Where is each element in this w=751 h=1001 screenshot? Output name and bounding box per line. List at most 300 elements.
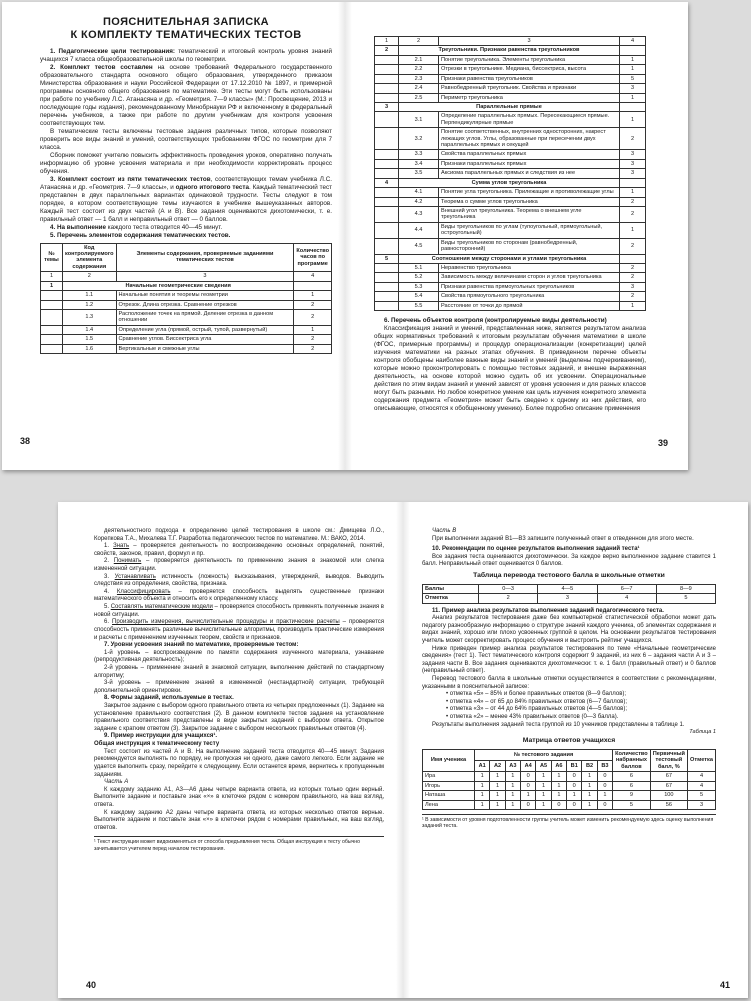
table-row (375, 273, 646, 282)
table-cell: Виды треугольников по углам (тупоугольный, прямоугольный, остроугольный) (439, 222, 620, 238)
table-row (375, 74, 646, 83)
table-cell: 1 (505, 791, 520, 800)
table-cell: 1 (620, 222, 646, 238)
footnote: ¹ В зависимости от уровня подготовленности группы учитель может изменить рекомендуемую здесь оценку выполнения заданий теста. (422, 814, 716, 829)
table-cell: 100 (650, 791, 687, 800)
table-cell: 2 (620, 128, 646, 150)
table-cell: Понятие соответственных, внутренних односторонних, накрест лежащих углов. Углы, образованные при пересечении двух параллельных прямых и секущей (439, 128, 620, 150)
paragraph-goals (40, 48, 332, 64)
item-number: 2. (104, 558, 114, 565)
table-header: А4 (521, 761, 536, 772)
table-cell: Отрезки в треугольнике. Медиана, биссектриса, высота (439, 65, 620, 74)
table-cell: 1 (490, 800, 505, 809)
table-cell: 1 (620, 55, 646, 64)
table-cell: 4 (294, 272, 332, 281)
table-cell: 1 (582, 781, 597, 790)
list-item: • отметка «2» – менее 43% правильных ответов (0—3 балла). (446, 714, 716, 722)
table-header: Элементы содержания, проверяемые заданиями тематических тестов (116, 243, 294, 272)
item-text: – проверяется способность применять полученные знания в новой ситуации. (94, 604, 384, 618)
item-text: – проверяется способность выделять существенные признаки математического объекта и относить его к определенному классу. (94, 588, 385, 603)
paragraph: Тест состоит из частей А и В. На выполнение заданий теста отводится 40—45 минут. Задания рекомендуется выполнять по порядку, не пропуская ни одного, даже самого легкого. Если задание не удается выполнить сразу, перейдите к следующему. Если останется время, вернитесь к пропущенным заданиям. (94, 748, 384, 778)
table-cell: 1 (294, 325, 332, 334)
table-cell: Признаки равенства прямоугольных треугольников (439, 282, 620, 291)
table-row (375, 84, 646, 93)
table-cell: 3.5 (399, 169, 439, 178)
table-row (41, 335, 332, 344)
table-header: Отметка (688, 749, 716, 771)
paragraph: К каждому заданию А2 даны четыре варианта ответа, из которых несколько ответов верные. Выполните задание и поставьте знак «×» в клеточки рядом с номерами правильных, на ваш взгляд, ответов. (94, 809, 384, 831)
table-row (375, 238, 646, 254)
table-cell: 3 (375, 102, 399, 111)
table-cell: 0 (597, 781, 612, 790)
table-cell: 5 (613, 800, 651, 809)
table-cell: Параллельные прямые (399, 102, 620, 111)
table-cell: 1 (475, 791, 490, 800)
table-cell (375, 150, 399, 159)
list-item (94, 619, 384, 642)
table-row (375, 55, 646, 64)
table-cell: 2 (620, 238, 646, 254)
part-label: Часть В (432, 528, 457, 534)
table-cell: 0 (567, 781, 582, 790)
table-cell: Зависимость между величинами сторон и углов треугольника (439, 273, 620, 282)
table-cell: Ира (423, 772, 475, 781)
table-header: А6 (551, 761, 566, 772)
table-row (375, 159, 646, 168)
level-item: 2-й уровень – применение знаний в знакомой ситуации, выполнение действий по стандартному алгоритму; (94, 664, 384, 679)
page-number: 40 (86, 980, 97, 990)
table-cell: 1.2 (63, 300, 117, 309)
table-cell: 1.4 (63, 325, 117, 334)
table-cell: 1 (475, 772, 490, 781)
table-cell: 5 (375, 254, 399, 263)
answers-matrix-table (422, 749, 716, 810)
bottom-spread (58, 502, 748, 998)
table-cell (375, 301, 399, 310)
table-cell: Свойства прямоугольного треугольника (439, 292, 620, 301)
table-section-row (41, 281, 332, 290)
item-number: 1. (104, 543, 114, 550)
table-cell: 2 (375, 46, 399, 55)
table-row (375, 292, 646, 301)
table-cell: 0 (597, 800, 612, 809)
table-row (375, 65, 646, 74)
table-row (423, 791, 716, 800)
table-cell: 6 (613, 781, 651, 790)
table-cell: 4.5 (399, 238, 439, 254)
table-cell (375, 74, 399, 83)
table-cell (41, 344, 63, 353)
table-cell: 1.1 (63, 291, 117, 300)
table-cell: 3.2 (399, 128, 439, 150)
table-cell: 6 (613, 772, 651, 781)
table-cell: 4 (688, 781, 716, 790)
page-number: 38 (20, 436, 31, 446)
paragraph-text: . Каждый тематический тест представлен в двух параллельных вариантах одинаковой трудности. Тесты следуют в том порядке, в котором соответствующие темы изучаются в учебнике вышеуказанных авторов. Каждый тест состоит из двух частей (А и В). Все задания оцениваются дихотомически, т. е. правильный ответ — 1 балл и неправильный ответ — 0 баллов. (40, 183, 332, 223)
table-cell: 2 (294, 309, 332, 325)
table-cell: 4.3 (399, 207, 439, 223)
table-cell: Сравнение углов. Биссектриса угла (116, 335, 294, 344)
part-label: Часть А (104, 779, 129, 786)
paragraph-text: , соответствующих темам учебника Л.С. Атанасяна и др. «Геометрия. 7—9 классы», и (40, 175, 332, 191)
table-cell: 2 (399, 37, 439, 46)
table-cell: 3 (439, 37, 620, 46)
table-cell: 3 (538, 594, 597, 603)
table-header: Код контролируемого элемента содержания (63, 243, 117, 272)
table-cell (41, 309, 63, 325)
table-cell: 0 (521, 781, 536, 790)
table-cell: 3 (116, 272, 294, 281)
table-cell: Неравенство треугольника (439, 263, 620, 272)
page-39 (374, 36, 668, 448)
section-heading: 6. Перечень объектов контроля (контролируемые виды деятельности) (384, 317, 607, 325)
page-title: ПОЯСНИТЕЛЬНАЯ ЗАПИСКА К КОМПЛЕКТУ ТЕМАТИЧЕСКИХ ТЕСТОВ (70, 16, 302, 41)
section-heading: 8. Формы заданий, используемые в тестах. (104, 695, 234, 702)
table-cell: Виды треугольников по сторонам (равнобедренный, равносторонний) (439, 238, 620, 254)
table-cell: 4.4 (399, 222, 439, 238)
paragraph-composition (40, 64, 332, 128)
table-cell: 1 (490, 781, 505, 790)
conversion-table-title: Таблица перевода тестового балла в школьные отметки (473, 572, 665, 580)
list-item: • отметка «3» – от 44 до 64% правильных ответов (4—5 баллов); (446, 706, 716, 714)
matrix-title: Матрица ответов учащихся (522, 737, 616, 745)
item-number: 5. (104, 604, 111, 611)
item-keyword: Устанавливать (114, 573, 156, 580)
paragraph: Ниже приведен пример анализа результатов тестирования по теме «Начальные геометрические сведения» (тест 1). Тест тематического контроля содержит 9 заданий, из них 6 – задания части А и 3 – задания части В. Все задания оцениваются дихотомически: т. е. 1 балл (правильный ответ) и 0 баллов (неправильный ответ). (422, 645, 716, 675)
table-cell: 1 (536, 800, 551, 809)
item-number: 3. (104, 573, 115, 580)
table-cell: 2 (620, 207, 646, 223)
book-gutter (396, 502, 410, 998)
book-gutter (338, 2, 352, 470)
paragraph-text: на основе требований Федерального государственного образовательного стандарта основного общего образования, утвержденного приказом Министерства образования и науки Российской Федерации от 17.12.2010 № 1897, и примерной программы основного общего образования по математике. Эти тесты могут быть использованы при работе по учебнику Л.С. Атанасяна и др. «Геометрия. 7—9 классы» (М.: Просвещение, 2013 и последующие годы издания), рекомендованному Минобрнауки РФ и включенному в федеральный перечень учебников, а также при работе по другим учебникам для контроля усвоения соответствующих тем. (40, 63, 332, 127)
paragraph-time (40, 224, 332, 232)
table-cell (375, 222, 399, 238)
table-row (375, 128, 646, 150)
table-cell (375, 93, 399, 102)
table-row (375, 207, 646, 223)
conversion-table (422, 584, 716, 604)
table-cell: 4—5 (538, 584, 597, 593)
table-cell: 6—7 (597, 584, 656, 593)
table-header: В2 (582, 761, 597, 772)
table-row (375, 222, 646, 238)
table-cell: Соотношения между сторонами и углами треугольника (399, 254, 620, 263)
table-cell: Определение угла (прямой, острый, тупой, развернутый) (116, 325, 294, 334)
table-cell: 1 (536, 791, 551, 800)
table-cell: 1 (620, 65, 646, 74)
table-header: № тестового задания (475, 749, 613, 760)
table-cell: 1 (505, 800, 520, 809)
table-cell: 2.5 (399, 93, 439, 102)
table-cell (375, 55, 399, 64)
table-cell: 1.3 (63, 309, 117, 325)
paragraph: К каждому заданию А1, А3—А6 даны четыре варианта ответа, из которых только один верный. Выполните задание и поставьте знак «×» в клеточке рядом с номером правильного, на ваш взгляд, ответа. (94, 786, 384, 808)
page-40 (86, 528, 385, 990)
table-label: Таблица 1 (689, 729, 716, 736)
table-cell: 4 (620, 37, 646, 46)
table-cell: 5.3 (399, 282, 439, 291)
content-elements-table-continued (374, 36, 646, 311)
table-cell: 1 (582, 772, 597, 781)
table-row (41, 291, 332, 300)
table-cell: 1 (490, 772, 505, 781)
page-number: 41 (719, 980, 730, 990)
table-cell: 2.3 (399, 74, 439, 83)
list-item (94, 604, 384, 619)
instruction-title: Общая инструкция к тематическому тесту (94, 741, 220, 748)
table-cell: 5 (688, 791, 716, 800)
table-cell: 0 (597, 772, 612, 781)
table-cell: 1 (41, 281, 63, 290)
table-cell: Лена (423, 800, 475, 809)
table-cell (375, 238, 399, 254)
table-cell: Отрезок. Длина отрезка. Сравнение отрезков (116, 300, 294, 309)
table-cell: 9 (613, 791, 651, 800)
table-cell: 2.2 (399, 65, 439, 74)
table-cell: Баллы (423, 584, 479, 593)
table-header: А1 (475, 761, 490, 772)
table-cell: Сумма углов треугольника (399, 178, 620, 187)
table-cell: Равнобедренный треугольник. Свойства и признаки (439, 84, 620, 93)
item-number: 6. (104, 619, 113, 626)
table-cell: 1 (536, 781, 551, 790)
table-cell: 2.1 (399, 55, 439, 64)
table-cell (41, 291, 63, 300)
table-header: Количество набранных баллов (613, 749, 651, 771)
table-cell: Свойства параллельных прямых (439, 150, 620, 159)
table-cell: Аксиома параллельных прямых и следствия из нее (439, 169, 620, 178)
table-cell (375, 197, 399, 206)
table-cell: 3 (620, 282, 646, 291)
table-cell: Теорема о сумме углов треугольника (439, 197, 620, 206)
table-cell: 5.2 (399, 273, 439, 282)
table-cell: 56 (650, 800, 687, 809)
table-cell: 2 (620, 263, 646, 272)
table-row (375, 112, 646, 128)
table-cell: 2 (294, 335, 332, 344)
table-cell (375, 292, 399, 301)
table-cell: 4.1 (399, 188, 439, 197)
table-row (375, 197, 646, 206)
table-cell: Начальные понятия и теоремы геометрии (116, 291, 294, 300)
top-spread (2, 2, 688, 470)
table-cell (375, 207, 399, 223)
table-header: Первичный тестовый балл, % (650, 749, 687, 771)
table-cell: 0—3 (479, 584, 538, 593)
table-cell: 1 (551, 772, 566, 781)
table-cell: 4 (688, 772, 716, 781)
table-cell: Определение параллельных прямых. Пересекающиеся прямые. Перпендикулярные прямые (439, 112, 620, 128)
table-cell: 2 (620, 273, 646, 282)
table-section-row (375, 178, 646, 187)
table-header: А5 (536, 761, 551, 772)
item-keyword: Понимать (113, 558, 142, 565)
table-cell (375, 112, 399, 128)
section-heading: 2. Комплект тестов составлен (50, 63, 153, 71)
table-row (423, 781, 716, 790)
table-header: Количество часов по программе (294, 243, 332, 272)
table-cell: 1 (490, 791, 505, 800)
table-header: А2 (490, 761, 505, 772)
level-item: 3-й уровень – применение знаний в измененной (нестандартной) ситуации, требующей дополнительной ориентировки. (94, 680, 384, 694)
table-header: В1 (567, 761, 582, 772)
table-cell: 4.2 (399, 197, 439, 206)
table-cell (375, 84, 399, 93)
table-cell: 5.1 (399, 263, 439, 272)
table-cell (375, 159, 399, 168)
paragraph: Анализ результатов тестирования даже без компьютерной статистической обработки может дать педагогу разнообразную информацию о структуре знаний каждого ученика, об элементах содержания и видах знаний, хорошо или плохо усвоенных группой в целом. На основании результатов тестирования учитель может скорректировать процесс обучения и выстроить рейтинг учащихся. (422, 615, 716, 644)
table-cell: 4 (597, 594, 656, 603)
paragraph: При выполнении заданий В1—В3 запишите полученный ответ в отведенном для этого месте. (432, 535, 694, 542)
table-row (375, 263, 646, 272)
table-row (41, 309, 332, 325)
table-cell: Начальные геометрические сведения (63, 281, 294, 290)
table-section-row (375, 46, 646, 55)
table-cell (41, 335, 63, 344)
paragraph: Перевод тестового балла в школьные отметки осуществляется в соответствии с рекомендациями, указанными в пояснительной записке: (422, 676, 716, 690)
paragraph: Все задания теста оцениваются дихотомически. За каждое верно выполненное задание ставится 1 балл. Неправильный ответ оценивается 0 баллов. (422, 553, 716, 568)
table-cell: 3 (620, 169, 646, 178)
table-cell: 1 (41, 272, 63, 281)
table-cell: 2 (620, 197, 646, 206)
table-header-row (423, 749, 716, 760)
table-cell: 3.3 (399, 150, 439, 159)
table-row (375, 188, 646, 197)
paragraph: Закрытое задание с выбором одного правильного ответа из четырех предложенных (1). Задание на установление правильного соответствия (2). В данном комплекте тестов задания на установление правильного соответствия представлены в виде закрытых заданий с выбором ответа. Открытое задание с кратким ответом (3). Закрытое задание с выбором нескольких правильных ответов (4). (94, 703, 384, 732)
table-cell: Понятие угла треугольника. Прилежащие и противолежащие углы (439, 188, 620, 197)
table-cell: 1.6 (63, 344, 117, 353)
table-cell: Признаки равенства треугольников (439, 74, 620, 83)
table-cell (41, 325, 63, 334)
table-cell: 3 (688, 800, 716, 809)
table-cell: Периметр треугольника (439, 93, 620, 102)
table-cell: 3.1 (399, 112, 439, 128)
item-text: истинность (ложность) высказывания, утверждений, выводов. Выводить следствия из определения, свойства, признака. (94, 573, 384, 588)
table-cell: Игорь (423, 781, 475, 790)
table-cell (294, 281, 332, 290)
item-text: – проверяется способность применять различные вычислительные алгоритмы, производить практические измерения и расчеты с применением изученных теорем, свойств и признаков. (94, 619, 385, 641)
table-row (423, 772, 716, 781)
table-cell: Расположение точек на прямой. Деление отрезка в данном отношении (116, 309, 294, 325)
table-cell: Вертикальные и смежные углы (116, 344, 294, 353)
table-cell: 1 (551, 791, 566, 800)
page-number: 39 (657, 438, 668, 448)
table-cell: 0 (567, 800, 582, 809)
page-38 (20, 16, 332, 446)
table-section-row (375, 254, 646, 263)
objects-list (94, 543, 384, 642)
table-cell (375, 273, 399, 282)
table-cell (620, 254, 646, 263)
table-header: В3 (597, 761, 612, 772)
table-header: № темы (41, 243, 63, 272)
table-cell (375, 282, 399, 291)
table-row (41, 325, 332, 334)
table-cell (41, 300, 63, 309)
table-row (41, 344, 332, 353)
section-heading: 5. Перечень элементов содержания тематических тестов. (50, 231, 231, 239)
item-text: – проверяется деятельность по воспроизведению основных определений, понятий, свойств, законов, правил, формул и пр. (94, 543, 385, 557)
table-cell: 67 (650, 772, 687, 781)
table-cell: 1 (505, 781, 520, 790)
section-heading: 11. Пример анализа результатов выполнения заданий педагогического теста. (432, 607, 664, 614)
table-cell (620, 178, 646, 187)
table-cell: 5 (620, 74, 646, 83)
table-cell: 1.5 (63, 335, 117, 344)
table-cell: Расстояние от точки до прямой (439, 301, 620, 310)
table-row (375, 301, 646, 310)
table-cell (375, 65, 399, 74)
table-cell: Признаки параллельных прямых (439, 159, 620, 168)
paragraph: деятельностного подхода к определению целей тестирования в школе см.: Дмищева Л.О., Корепкова Т.А., Михалева Т.Г. Разработка педагогических тестов по математике. М.: ВАКО, 2014. (94, 528, 384, 542)
table-cell (375, 188, 399, 197)
paragraph: Результаты выполнения заданий теста группой из 10 учеников представлены в таблице 1. (432, 721, 685, 728)
table-cell: 1 (597, 791, 612, 800)
table-cell: 0 (521, 800, 536, 809)
paragraph: Сборник поможет учителю повысить эффективность проведения уроков, оперативно получать информацию об уровне усвоения материала и при необходимости корректировать процесс обучения. (40, 151, 332, 175)
section-heading: 9. Пример инструкции для учащихся¹. (104, 733, 218, 740)
level-item: 1-й уровень – воспроизведение по памяти содержания изученного материала, узнавание (репродуктивная деятельность); (94, 649, 384, 664)
page-41 (422, 528, 730, 990)
paragraph: Классификация знаний и умений, представленная ниже, является результатом анализа общих нормативных требований к итоговым результатам обучения математики в школе (ФГОС, примерные программы) и процедур операционализации (конкретизации) целей изучения математики на разных этапах обучения. В приведенном перечне объекты контроля обобщены наиболее важные виды знаний и умений (выделены подчеркиванием), которые можно проконтролировать с помощью тестовых заданий, и внешне выраженная деятельность, на основе которой можно судить об их усвоении. Операциональные действия по этим видам знаний и умений зависят от уровня усвоения и для разных классов могут быть разными. Но любое конкретное умение как цель изучения конкретного элемента содержания предмета «Геометрия» может быть сведено к одному из них действия, его описывающие, относятся к обобщенному умению). Более подробно описание применения (374, 325, 646, 412)
table-cell: 4 (375, 178, 399, 187)
table-cell: 67 (650, 781, 687, 790)
table-cell: 2 (620, 292, 646, 301)
table-cell: 2 (294, 300, 332, 309)
item-keyword: Составлять математические модели (110, 604, 213, 611)
table-cell: 0 (567, 772, 582, 781)
table-cell: 1 (521, 791, 536, 800)
table-header: Имя ученика (423, 749, 475, 771)
item-text: – проверяется деятельность по применению знания в знакомой или слегка измененной ситуации. (94, 558, 385, 573)
table-cell: Отметка (423, 594, 479, 603)
table-cell (620, 46, 646, 55)
section-heading: 4. На выполнение (50, 223, 107, 231)
table-row (41, 300, 332, 309)
table-cell: 1 (582, 791, 597, 800)
list-item: • отметка «5» – 85% и более правильных ответов (8—9 баллов); (446, 691, 716, 699)
table-cell: Внешний угол треугольника. Теорема о внешнем угле треугольника (439, 207, 620, 223)
table-row (375, 150, 646, 159)
section-heading: 10. Рекомендации по оценке результатов выполнения заданий теста¹ (432, 546, 640, 553)
table-cell: 5.5 (399, 301, 439, 310)
table-cell: 2.4 (399, 84, 439, 93)
table-cell: Треугольники. Признаки равенства треугольников (399, 46, 620, 55)
table-cell: 1 (375, 37, 399, 46)
table-cell: 8—9 (656, 584, 715, 593)
table-cell: 1 (620, 112, 646, 128)
table-cell: 1 (582, 800, 597, 809)
section-heading: 3. Комплект состоит из пяти тематических тестов (50, 175, 211, 183)
table-row (423, 800, 716, 809)
section-heading: 7. Уровни усвоения знаний по математике, проверяемые тестом: (104, 642, 299, 649)
table-cell: 2 (479, 594, 538, 603)
section-heading: 1. Педагогические цели тестирования: (50, 47, 176, 55)
list-item (94, 574, 384, 589)
paragraph-structure (40, 176, 332, 224)
table-row (375, 169, 646, 178)
table-cell: 3.4 (399, 159, 439, 168)
table-cell: 1 (620, 188, 646, 197)
table-cell (375, 169, 399, 178)
table-cell (375, 128, 399, 150)
marks-list (446, 691, 716, 721)
list-item (94, 543, 384, 558)
paragraph-text: каждого теста отводится 40—45 минут. (106, 223, 223, 231)
table-cell: 1 (475, 781, 490, 790)
list-item: • отметка «4» – от 65 до 84% правильных ответов (6—7 баллов); (446, 699, 716, 707)
